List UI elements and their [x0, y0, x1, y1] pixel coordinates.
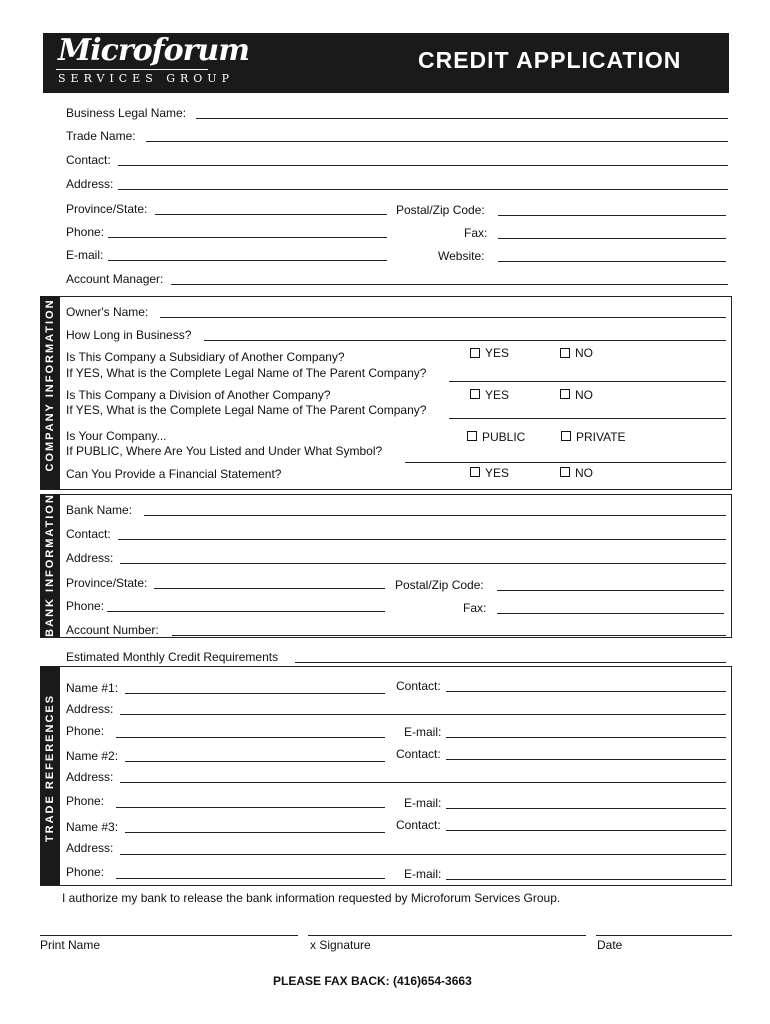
subsidiary-yes-label: YES — [485, 346, 510, 360]
website-field[interactable] — [498, 261, 726, 262]
division-no-label: NO — [575, 388, 593, 402]
owner-name-field[interactable] — [160, 317, 726, 318]
trade-contact-2-field[interactable] — [446, 759, 726, 760]
bank-name-label: Bank Name: — [66, 503, 133, 517]
division-parent-label: If YES, What is the Complete Legal Name of The Parent Company? — [66, 403, 427, 417]
signature-label: x Signature — [310, 938, 371, 952]
trade-phone-3-field[interactable] — [116, 878, 385, 879]
trade-contact-1-field[interactable] — [446, 691, 726, 692]
trade-contact-1-label: Contact: — [396, 679, 441, 693]
bank-fax-field[interactable] — [497, 613, 724, 614]
bank-name-field[interactable] — [144, 515, 726, 516]
division-yes-label: YES — [485, 388, 510, 402]
phone-label: Phone: — [66, 225, 105, 239]
trade-name-field[interactable] — [146, 141, 728, 142]
trade-phone-1-label: Phone: — [66, 724, 105, 738]
bank-contact-label: Contact: — [66, 527, 111, 541]
trade-phone-2-label: Phone: — [66, 794, 105, 808]
logo-divider — [56, 69, 208, 70]
financial-yes-label: YES — [485, 466, 510, 480]
logo-subtitle: SERVICES GROUP — [58, 72, 234, 85]
trade-phone-3-label: Phone: — [66, 865, 105, 879]
public-question: Is Your Company... — [66, 429, 167, 443]
trade-name-3-label: Name #3: — [66, 820, 119, 834]
bank-province-label: Province/State: — [66, 576, 148, 590]
financial-statement-question: Can You Provide a Financial Statement? — [66, 467, 282, 481]
subsidiary-yes-checkbox[interactable] — [470, 348, 480, 358]
bank-postal-label: Postal/Zip Code: — [395, 578, 484, 592]
bank-address-label: Address: — [66, 551, 114, 565]
financial-no-checkbox[interactable] — [560, 467, 570, 477]
fax-back-notice: PLEASE FAX BACK: (416)654-3663 — [273, 974, 472, 988]
trade-email-3-field[interactable] — [446, 879, 726, 880]
credit-requirements-label: Estimated Monthly Credit Requirements — [66, 650, 279, 664]
company-info-heading: COMPANY INFORMATION — [44, 298, 56, 472]
subsidiary-no-label: NO — [575, 346, 593, 360]
trade-email-2-label: E-mail: — [404, 796, 442, 810]
subsidiary-no-checkbox[interactable] — [560, 348, 570, 358]
account-number-label: Account Number: — [66, 623, 159, 637]
address-field[interactable] — [118, 189, 728, 190]
trade-name-1-label: Name #1: — [66, 681, 119, 695]
public-checkbox[interactable] — [467, 431, 477, 441]
account-manager-field[interactable] — [171, 284, 728, 285]
bank-fax-label: Fax: — [463, 601, 487, 615]
bank-phone-field[interactable] — [107, 611, 385, 612]
print-name-label: Print Name — [40, 938, 101, 952]
fax-field[interactable] — [498, 238, 726, 239]
trade-email-3-label: E-mail: — [404, 867, 442, 881]
trade-name-2-label: Name #2: — [66, 749, 119, 763]
fax-label: Fax: — [464, 226, 488, 240]
postal-label: Postal/Zip Code: — [396, 203, 485, 217]
division-no-checkbox[interactable] — [560, 389, 570, 399]
website-label: Website: — [438, 249, 485, 263]
trade-name-2-field[interactable] — [125, 761, 385, 762]
trade-address-1-field[interactable] — [120, 714, 726, 715]
trade-email-1-label: E-mail: — [404, 725, 442, 739]
authorization-statement: I authorize my bank to release the bank information requested by Microforum Services Group. — [62, 891, 561, 905]
phone-field[interactable] — [108, 237, 387, 238]
trade-address-2-field[interactable] — [120, 782, 726, 783]
print-name-field[interactable] — [40, 935, 298, 936]
owner-name-label: Owner's Name: — [66, 305, 149, 319]
trade-references-heading: TRADE REFERENCES — [44, 693, 56, 843]
contact-field[interactable] — [118, 165, 728, 166]
province-label: Province/State: — [66, 202, 148, 216]
private-label: PRIVATE — [576, 430, 626, 444]
trade-name-3-field[interactable] — [125, 832, 385, 833]
financial-no-label: NO — [575, 466, 593, 480]
public-symbol-field[interactable] — [405, 462, 726, 463]
subsidiary-parent-field[interactable] — [449, 381, 726, 382]
trade-address-1-label: Address: — [66, 702, 114, 716]
division-yes-checkbox[interactable] — [470, 389, 480, 399]
trade-contact-3-label: Contact: — [396, 818, 441, 832]
bank-contact-field[interactable] — [118, 539, 726, 540]
trade-address-3-label: Address: — [66, 841, 114, 855]
bank-info-heading: BANK INFORMATION — [44, 493, 56, 637]
company-logo: Microforum — [58, 33, 249, 68]
division-question: Is This Company a Division of Another Company? — [66, 388, 331, 402]
address-label: Address: — [66, 177, 114, 191]
trade-contact-3-field[interactable] — [446, 830, 726, 831]
date-label: Date — [597, 938, 623, 952]
page-title: CREDIT APPLICATION — [418, 47, 682, 73]
subsidiary-question: Is This Company a Subsidiary of Another Company? — [66, 350, 345, 364]
business-legal-name-label: Business Legal Name: — [66, 106, 187, 120]
public-label: PUBLIC — [482, 430, 526, 444]
postal-field[interactable] — [498, 215, 726, 216]
account-manager-label: Account Manager: — [66, 272, 164, 286]
trade-phone-2-field[interactable] — [116, 807, 385, 808]
email-field[interactable] — [108, 260, 387, 261]
private-checkbox[interactable] — [561, 431, 571, 441]
province-field[interactable] — [155, 214, 387, 215]
public-symbol-label: If PUBLIC, Where Are You Listed and Under What Symbol? — [66, 444, 383, 458]
bank-postal-field[interactable] — [497, 590, 724, 591]
trade-phone-1-field[interactable] — [116, 737, 385, 738]
bank-phone-label: Phone: — [66, 599, 105, 613]
financial-yes-checkbox[interactable] — [470, 467, 480, 477]
bank-address-field[interactable] — [120, 563, 726, 564]
subsidiary-parent-label: If YES, What is the Complete Legal Name of The Parent Company? — [66, 366, 427, 380]
contact-label: Contact: — [66, 153, 111, 167]
signature-field[interactable] — [308, 935, 586, 936]
email-label: E-mail: — [66, 248, 104, 262]
trade-email-1-field[interactable] — [446, 737, 726, 738]
credit-requirements-field[interactable] — [295, 662, 726, 663]
trade-address-2-label: Address: — [66, 770, 114, 784]
trade-references-box — [40, 666, 732, 886]
trade-address-3-field[interactable] — [120, 854, 726, 855]
trade-email-2-field[interactable] — [446, 808, 726, 809]
how-long-field[interactable] — [204, 340, 726, 341]
business-legal-name-field[interactable] — [196, 118, 728, 119]
trade-name-1-field[interactable] — [125, 693, 385, 694]
how-long-label: How Long in Business? — [66, 328, 192, 342]
division-parent-field[interactable] — [449, 418, 726, 419]
bank-province-field[interactable] — [154, 588, 385, 589]
account-number-field[interactable] — [172, 635, 726, 636]
date-field[interactable] — [596, 935, 732, 936]
trade-name-label: Trade Name: — [66, 129, 136, 143]
trade-contact-2-label: Contact: — [396, 747, 441, 761]
